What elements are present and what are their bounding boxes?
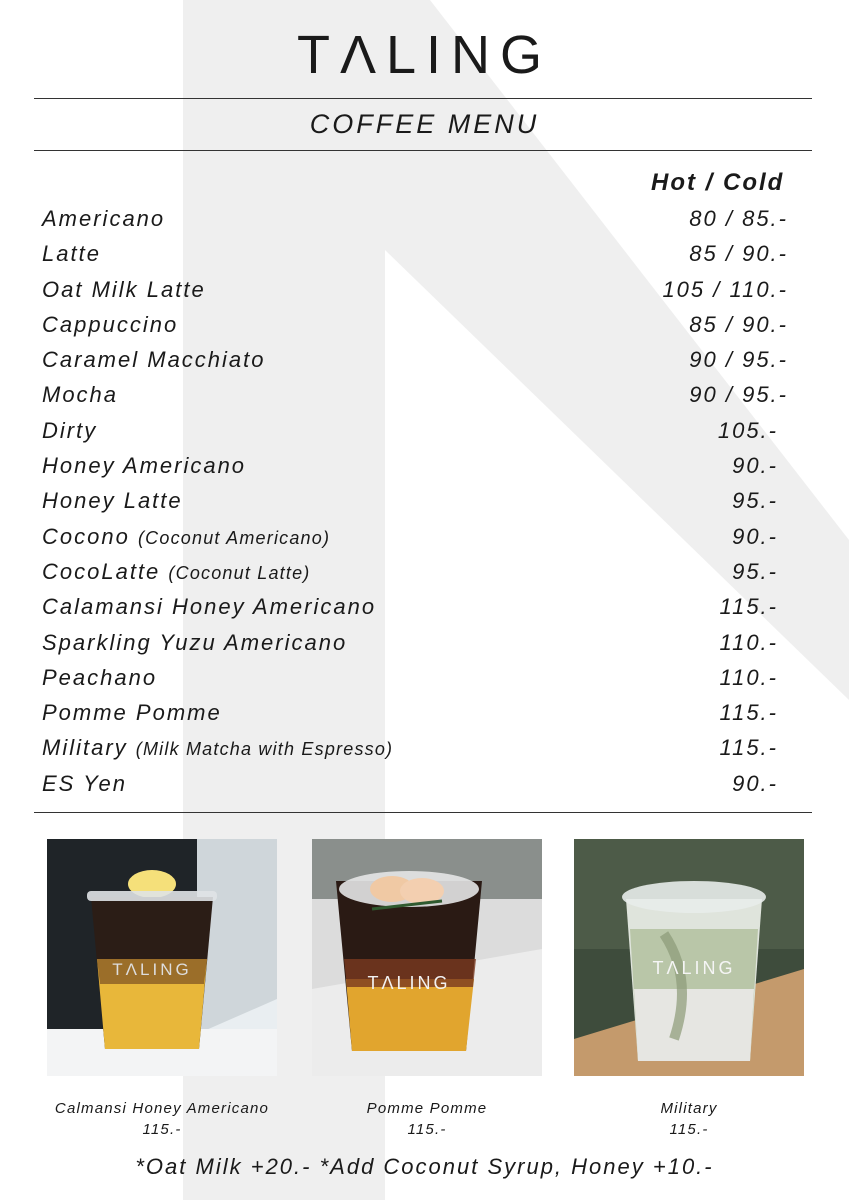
item-price: 85 / 90.- bbox=[689, 311, 788, 337]
item-name: Caramel Macchiato bbox=[42, 347, 266, 373]
featured-name: Pomme Pomme bbox=[366, 1100, 488, 1117]
menu-item bbox=[42, 273, 802, 308]
menu-item bbox=[42, 308, 802, 343]
item-price: 85 / 90.- bbox=[689, 241, 788, 267]
item-name: Mocha bbox=[42, 382, 119, 408]
featured-caption bbox=[292, 1098, 562, 1140]
item-price: 115.- bbox=[719, 700, 778, 726]
menu-item bbox=[42, 767, 802, 802]
menu-item bbox=[42, 237, 802, 272]
top-divider bbox=[34, 98, 812, 99]
item-name: Cappuccino bbox=[42, 311, 179, 337]
featured-price: 115.- bbox=[407, 1121, 447, 1138]
item-name: Sparkling Yuzu Americano bbox=[42, 629, 348, 655]
featured-price: 115.- bbox=[669, 1121, 709, 1138]
featured-caption bbox=[554, 1098, 824, 1140]
item-price: 105 / 110.- bbox=[662, 276, 788, 302]
featured-name: Calmansi Honey Americano bbox=[54, 1100, 270, 1117]
menu-item bbox=[42, 414, 802, 449]
menu-item bbox=[42, 343, 802, 378]
item-name: CocoLatte bbox=[42, 558, 161, 584]
item-price: 105.- bbox=[717, 417, 778, 443]
item-name: Military bbox=[42, 735, 128, 761]
item-price: 90 / 95.- bbox=[689, 347, 788, 373]
cup-logo-text: TΛLING bbox=[112, 960, 192, 979]
item-name: Pomme Pomme bbox=[42, 700, 222, 726]
menu-item bbox=[42, 590, 802, 625]
item-price: 90.- bbox=[732, 770, 778, 796]
item-name: Honey Americano bbox=[42, 453, 247, 479]
menu-item bbox=[42, 661, 802, 696]
item-price: 90.- bbox=[732, 523, 778, 549]
item-name: Cocono bbox=[42, 523, 130, 549]
title-divider bbox=[34, 150, 812, 151]
featured-price: 115.- bbox=[142, 1121, 182, 1138]
menu-item bbox=[42, 202, 802, 237]
cup-logo-text: TΛLING bbox=[367, 973, 451, 993]
drink-photo-pomme bbox=[312, 839, 542, 1076]
item-note: (Coconut Latte) bbox=[168, 562, 311, 583]
item-price: 95.- bbox=[732, 558, 778, 584]
cup-logo-text: TΛLING bbox=[652, 958, 736, 978]
item-name: Dirty bbox=[42, 417, 98, 443]
drink-photo-calamansi bbox=[47, 839, 277, 1076]
item-name: Peachano bbox=[42, 664, 158, 690]
add-on-note: *Oat Milk +20.- *Add Coconut Syrup, Honey +10.- bbox=[135, 1154, 714, 1179]
drink-photo-military bbox=[574, 839, 804, 1076]
item-name: ES Yen bbox=[42, 770, 127, 796]
menu-item bbox=[42, 378, 802, 413]
item-price: 90 / 95.- bbox=[689, 382, 788, 408]
item-name: Latte bbox=[42, 241, 101, 267]
item-price: 110.- bbox=[719, 664, 778, 690]
item-note: (Milk Matcha with Espresso) bbox=[135, 739, 394, 760]
menu-title: COFFEE MENU bbox=[309, 109, 540, 139]
item-price: 115.- bbox=[719, 594, 778, 620]
featured-caption bbox=[27, 1098, 297, 1140]
menu-item bbox=[42, 731, 802, 766]
item-name: Honey Latte bbox=[42, 488, 183, 514]
item-price: 95.- bbox=[732, 488, 778, 514]
menu-item bbox=[42, 520, 802, 555]
menu-item bbox=[42, 449, 802, 484]
price-column-header: Hot / Cold bbox=[651, 169, 785, 196]
menu-item bbox=[42, 484, 802, 519]
item-name: Americano bbox=[42, 206, 166, 231]
list-divider bbox=[34, 812, 812, 813]
item-price: 115.- bbox=[719, 735, 778, 761]
item-price: 90.- bbox=[732, 453, 778, 479]
item-price: 110.- bbox=[719, 629, 778, 655]
item-note: (Coconut Americano) bbox=[137, 527, 331, 548]
menu-list bbox=[42, 202, 802, 802]
item-name: Oat Milk Latte bbox=[42, 276, 206, 302]
featured-name: Military bbox=[660, 1100, 718, 1117]
item-name: Calamansi Honey Americano bbox=[42, 594, 377, 620]
menu-item bbox=[42, 555, 802, 590]
menu-item bbox=[42, 626, 802, 661]
menu-item bbox=[42, 696, 802, 731]
item-price: 80 / 85.- bbox=[689, 206, 788, 231]
brand-logo: TΛLING bbox=[296, 25, 553, 85]
